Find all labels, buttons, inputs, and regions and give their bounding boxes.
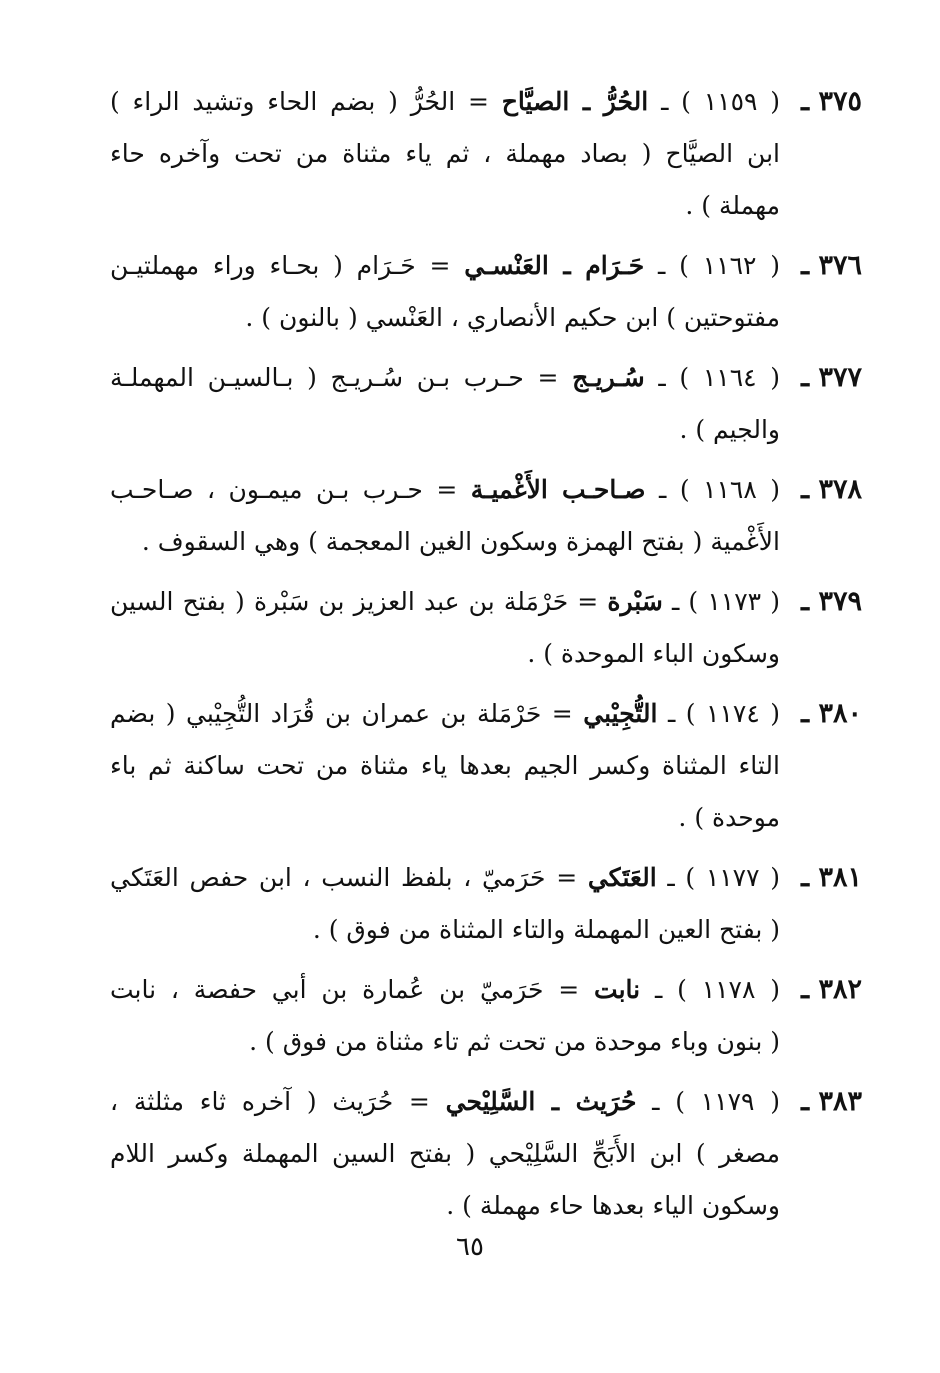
entry-number: ٣٨٠ ـ [801,698,862,729]
entry-ref: ( ١١٦٤ ) ـ [658,363,781,392]
entry-headword: حَـرَام ـ العَنْسـي [464,251,645,280]
entry-ref: ( ١١٦٢ ) ـ [658,251,780,280]
entry-number: ٣٧٨ ـ [801,474,862,505]
entry-headword: سُـريـج [572,363,645,392]
entry-first-line [110,76,780,128]
entry-383 [110,1076,862,1232]
entry-ref: ( ١١٦٨ ) ـ [659,475,780,504]
entry-379 [110,576,862,680]
entry-line: مهملة ) . [685,191,780,220]
entry-line: ابن الصيَّاح ( بصاد مهملة ، ثم ياء مثناة من تحت وآخره حاء [110,139,780,168]
entry-gloss: = حَـرَام ( بحـاء وراء مهملتيـن [110,251,451,280]
entry-line: التاء المثناة وكسر الجيم بعدها ياء مثناة من تحت ساكنة ثم باء [110,751,780,780]
entry-gloss: = حَرَميّ بن عُمارة بن أبي حفصة ، نابت [110,975,580,1004]
entry-number: ٣٨٢ ـ [801,974,862,1005]
entry-ref: ( ١١٧٣ ) ـ [671,587,780,616]
entry-headword: العَتَكي [587,863,657,892]
entry-number: ٣٨٣ ـ [801,1086,862,1117]
entry-line: وسكون الياء بعدها حاء مهملة ) . [446,1191,780,1220]
entry-headword: التُّجِيْبي [583,699,658,728]
entry-first-line [110,852,780,904]
entry-first-line [110,964,780,1016]
entry-377 [110,352,862,456]
entry-380 [110,688,862,844]
entry-ref: ( ١١٧٨ ) ـ [654,975,780,1004]
entry-number: ٣٧٩ ـ [801,586,862,617]
page-number: ٦٥ [456,1232,484,1262]
entry-gloss: = حـرب بـن سُـريـج ( بـالسيـن المهملـة [110,363,559,392]
entry-headword: نابت [594,975,641,1004]
entry-headword: حُرَيث ـ السَّلِيْحي [445,1087,637,1116]
entry-gloss: = حَرْمَلة بن عبد العزيز بن سَبْرة ( بفتح السين [110,587,599,616]
entry-ref: ( ١١٧٤ ) ـ [667,699,781,728]
entry-headword: الحُرُّ ـ الصيَّاح [501,87,649,116]
entry-ref: ( ١١٥٩ ) ـ [661,87,781,116]
entry-first-line [110,464,780,516]
entry-line: موحدة ) . [678,803,780,832]
entry-number: ٣٧٧ ـ [801,362,862,393]
entry-gloss: = حَرَميّ ، بلفظ النسب ، ابن حفص العَتَكي [110,863,578,892]
entry-line: ( بنون وباء موحدة من تحت ثم تاء مثناة من فوق ) . [249,1027,780,1056]
entry-ref: ( ١١٧٩ ) ـ [652,1087,780,1116]
entry-first-line [110,352,780,404]
entry-number: ٣٧٥ ـ [801,86,862,117]
entry-number: ٣٧٦ ـ [801,250,862,281]
entry-gloss: = حَرْمَلة بن عمران بن قُرَاد التُّجِيْبي ( بضم [110,699,573,728]
entry-headword: سَبْرة [607,587,663,616]
entry-381 [110,852,862,956]
entry-headword: صـاحـب الأَغْميـة [470,475,646,504]
entry-number: ٣٨١ ـ [801,862,862,893]
entry-gloss: = حـرب بـن ميمـون ، صـاحـب [110,475,458,504]
entry-first-line [110,240,780,292]
entries-list [110,76,862,1240]
entry-line: ( بفتح العين المهملة والتاء المثناة من فوق ) . [312,915,780,944]
entry-378 [110,464,862,568]
entry-line: مصغر ) ابن الأَبَحِّ السَّلِيْحي ( بفتح السين المهملة وكسر اللام [110,1139,780,1168]
entry-line: وسكون الباء الموحدة ) . [527,639,780,668]
entry-line: الأَغْمية ( بفتح الهمزة وسكون الغين المعجمة ) وهي السقوف . [141,527,780,556]
entry-382 [110,964,862,1068]
entry-first-line [110,688,780,740]
entry-first-line [110,576,780,628]
entry-line: مفتوحتين ) ابن حكيم الأنصاري ، العَنْسي ( بالنون ) . [245,303,780,332]
entry-376 [110,240,862,344]
entry-first-line [110,1076,780,1128]
entry-375 [110,76,862,232]
entry-line: والجيم ) . [679,415,780,444]
entry-gloss: = الحُرُّ ( بضم الحاء وتشيد الراء ) [110,87,489,116]
entry-ref: ( ١١٧٧ ) ـ [667,863,780,892]
entry-gloss: = حُرَيث ( آخره ثاء مثلثة ، [110,1087,430,1116]
